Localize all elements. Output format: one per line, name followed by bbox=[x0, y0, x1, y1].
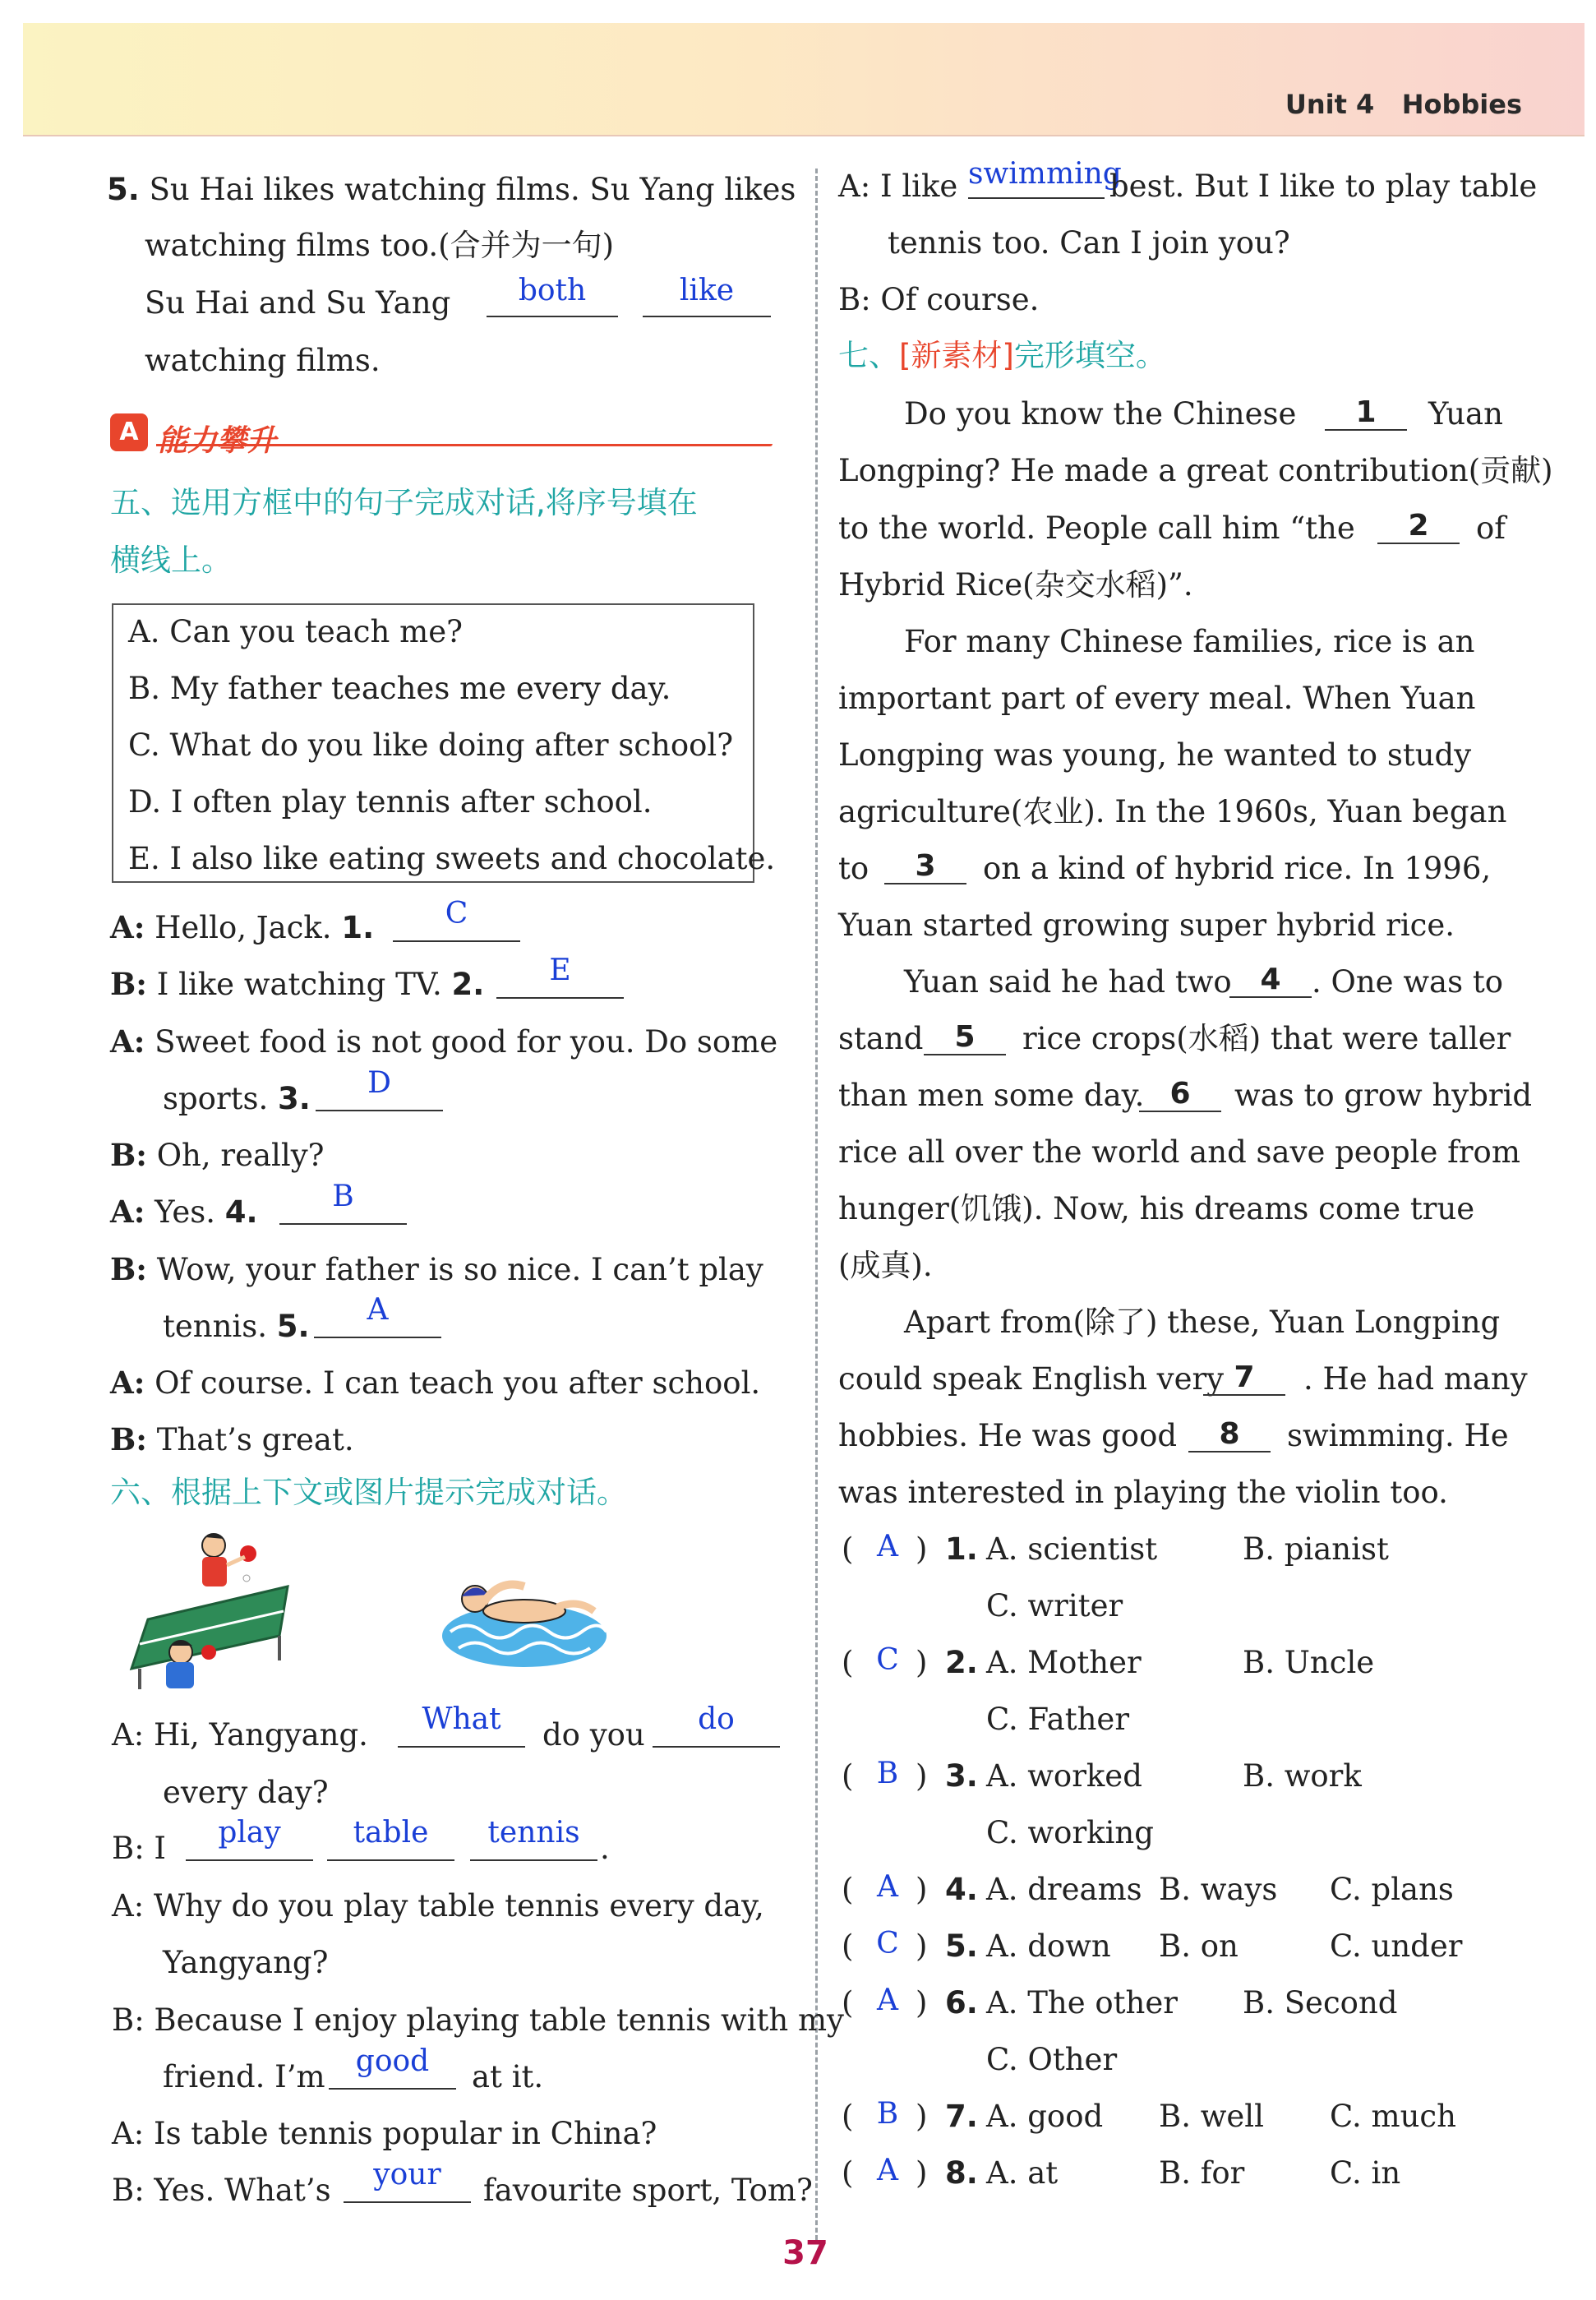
choice-answer[interactable]: A bbox=[877, 1984, 898, 2017]
cloze-num-5: 5 bbox=[954, 1020, 976, 1054]
ability-underline bbox=[156, 444, 773, 446]
paren-close: ) bbox=[916, 1928, 928, 1964]
dialog-answer-1: C bbox=[445, 897, 468, 931]
p1-l4: Hybrid Rice(杂交水稻)”. bbox=[838, 567, 1193, 603]
s6-line8: A: Is table tennis popular in China? bbox=[112, 2116, 657, 2151]
dialog-line-8 bbox=[163, 1311, 310, 1342]
option-a[interactable]: A. at bbox=[986, 2155, 1059, 2191]
q5-text1: Su Hai likes watching films. Su Yang likes bbox=[149, 172, 796, 207]
dialog-text: Sweet food is not good for you. Do some bbox=[155, 1024, 778, 1060]
r-answer-swimming: swimming bbox=[968, 157, 1122, 191]
question-number: 2. bbox=[945, 1645, 978, 1680]
q5-answer-2: like bbox=[679, 274, 735, 307]
option-b[interactable]: B. Uncle bbox=[1243, 1645, 1375, 1680]
p2-l2: important part of every meal. When Yuan bbox=[838, 681, 1476, 716]
dialog-text: Hello, Jack. bbox=[155, 910, 332, 945]
choice-answer[interactable]: A bbox=[877, 1530, 898, 1563]
p3-l2a: stand bbox=[838, 1021, 924, 1056]
question-number: 3. bbox=[945, 1758, 978, 1794]
option-c[interactable]: C. plans bbox=[1330, 1872, 1454, 1907]
choice-answer[interactable]: C bbox=[876, 1927, 899, 1961]
paren-close: ) bbox=[916, 2155, 928, 2191]
option-b[interactable]: B. work bbox=[1243, 1758, 1362, 1794]
option-a[interactable]: A. The other bbox=[986, 1985, 1178, 2021]
p3-l3a: than men some day. bbox=[838, 1078, 1145, 1113]
paren-close: ) bbox=[916, 1531, 928, 1567]
p3-l4: rice all over the world and save people from bbox=[838, 1134, 1520, 1170]
option-a[interactable]: A. scientist bbox=[986, 1531, 1158, 1567]
s6-at-it: at it. bbox=[472, 2059, 544, 2094]
dialog-text: That’s great. bbox=[156, 1422, 354, 1457]
s6-line5: Yangyang? bbox=[163, 1945, 329, 1980]
dialog-text: I like watching TV. bbox=[156, 967, 442, 1002]
dialog-text: Of course. I can teach you after school. bbox=[155, 1365, 761, 1401]
p4-l3b: swimming. He bbox=[1287, 1418, 1509, 1453]
p1-l1a: Do you know the Chinese bbox=[904, 396, 1297, 432]
question-number: 6. bbox=[945, 1985, 978, 2021]
dialog-line-4 bbox=[163, 1083, 311, 1114]
option-a: A. Can you teach me? bbox=[128, 614, 463, 649]
p2-l5b: on a kind of hybrid rice. In 1996, bbox=[983, 851, 1492, 886]
cloze-num-4: 4 bbox=[1260, 963, 1281, 996]
p3-l5: hunger(饥饿). Now, his dreams come true bbox=[838, 1191, 1475, 1226]
p3-l1b: . One was to bbox=[1312, 964, 1503, 1000]
question-number: 4. bbox=[945, 1872, 978, 1907]
s6-line1 bbox=[112, 1717, 368, 1753]
p2-l1: For many Chinese families, rice is an bbox=[904, 624, 1475, 659]
question-number: 1. bbox=[945, 1531, 978, 1567]
option-c[interactable]: C. under bbox=[1330, 1928, 1463, 1964]
s6-line9: B: Yes. What’s bbox=[112, 2173, 331, 2208]
paren-close: ) bbox=[916, 1758, 928, 1794]
p1-l3b: of bbox=[1476, 510, 1506, 546]
s6-answer-table: table bbox=[353, 1816, 429, 1850]
blank-number: 2. bbox=[451, 967, 485, 1002]
dialog-answer-2: E bbox=[549, 954, 571, 987]
r-top-line1b: best. But I like to play table bbox=[1109, 169, 1538, 204]
option-c[interactable]: C. Other bbox=[986, 2042, 1118, 2077]
p2-l5a: to bbox=[838, 851, 869, 886]
choice-answer[interactable]: A bbox=[877, 1870, 898, 1904]
dialog-answer-3: D bbox=[367, 1066, 391, 1100]
s6-answer-do: do bbox=[698, 1702, 735, 1736]
dialog-line-6 bbox=[110, 1194, 258, 1230]
dialog-line-7 bbox=[110, 1251, 763, 1287]
paren-close: ) bbox=[916, 1645, 928, 1680]
dialog-answer-5: A bbox=[367, 1293, 389, 1327]
option-c[interactable]: C. in bbox=[1330, 2155, 1401, 2191]
option-c: C. What do you like doing after school? bbox=[128, 727, 734, 763]
p4-l2b: . He had many bbox=[1303, 1361, 1528, 1397]
dialog-text: Oh, really? bbox=[156, 1138, 325, 1173]
option-c[interactable]: C. working bbox=[986, 1815, 1154, 1850]
cloze-num-3: 3 bbox=[915, 849, 936, 883]
s6-line2: every day? bbox=[163, 1775, 329, 1810]
q5-number: 5. bbox=[107, 172, 140, 207]
ability-icon: A bbox=[110, 413, 148, 451]
speaker: B: bbox=[110, 966, 147, 1002]
p2-l4: agriculture(农业). In the 1960s, Yuan began bbox=[838, 794, 1507, 829]
speaker: A: bbox=[110, 1194, 145, 1230]
p1-l3a: to the world. People call him “the bbox=[838, 510, 1355, 546]
q5-line3: Su Hai and Su Yang bbox=[145, 285, 451, 321]
paren-open: ( bbox=[842, 1985, 854, 2021]
paren-open: ( bbox=[842, 1928, 854, 1964]
option-e: E. I also like eating sweets and chocolate. bbox=[128, 841, 776, 876]
speaker: A: bbox=[110, 1023, 145, 1060]
s6-answer-what: What bbox=[422, 1702, 501, 1736]
s6-line6: B: Because I enjoy playing table tennis with my bbox=[112, 2002, 844, 2038]
speaker: B: bbox=[110, 1251, 147, 1287]
choice-answer[interactable]: C bbox=[876, 1643, 899, 1677]
s6-line7: friend. I’m bbox=[163, 2059, 325, 2094]
swimming-image bbox=[434, 1554, 615, 1677]
p1-l1b: Yuan bbox=[1428, 396, 1503, 432]
unit-title: Unit 4 Hobbies bbox=[1285, 89, 1522, 120]
new-material-tag: [新素材] bbox=[899, 338, 1014, 373]
q5-answer-1: both bbox=[518, 274, 587, 307]
s6-period: . bbox=[600, 1831, 610, 1866]
blank-number: 3. bbox=[278, 1081, 311, 1116]
cloze-num-2: 2 bbox=[1408, 509, 1429, 543]
paren-open: ( bbox=[842, 2099, 854, 2134]
ability-title: 能力攀升 bbox=[158, 424, 277, 458]
cloze-num-8: 8 bbox=[1219, 1417, 1240, 1451]
s6-answer-your: your bbox=[373, 2158, 441, 2191]
p2-l3: Longping was young, he wanted to study bbox=[838, 737, 1472, 773]
option-c[interactable]: C. Father bbox=[986, 1702, 1130, 1737]
dialog-answer-4: B bbox=[332, 1180, 354, 1213]
p3-l3b: was to grow hybrid bbox=[1234, 1078, 1533, 1113]
option-a[interactable]: A. worked bbox=[986, 1758, 1142, 1794]
question-number: 8. bbox=[945, 2155, 978, 2191]
p3-l2b: rice crops(水稻) that were taller bbox=[1022, 1021, 1511, 1056]
option-b[interactable]: B. well bbox=[1159, 2099, 1264, 2134]
blank-number: 5. bbox=[276, 1309, 310, 1344]
question-number: 7. bbox=[945, 2099, 978, 2134]
dialog-text: Yes. bbox=[155, 1194, 215, 1230]
option-b[interactable]: B. ways bbox=[1159, 1872, 1278, 1907]
option-a[interactable]: A. down bbox=[986, 1928, 1111, 1964]
page-number: 37 bbox=[782, 2234, 828, 2272]
dialog-line-3 bbox=[110, 1023, 778, 1060]
paren-open: ( bbox=[842, 1645, 854, 1680]
p2-l6: Yuan started growing super hybrid rice. bbox=[838, 908, 1455, 943]
choice-answer[interactable]: B bbox=[876, 2097, 899, 2131]
r-top-line1a: A: I like bbox=[838, 169, 958, 204]
paren-open: ( bbox=[842, 1531, 854, 1567]
section7-prefix: 七、 bbox=[838, 338, 899, 373]
s6-text: A: Hi, Yangyang. bbox=[112, 1717, 368, 1753]
paren-open: ( bbox=[842, 1872, 854, 1907]
question-number: 5. bbox=[945, 1928, 978, 1964]
option-a[interactable]: A. Mother bbox=[986, 1645, 1142, 1680]
s6-text-doyou: do you bbox=[542, 1717, 645, 1753]
p4-l1: Apart from(除了) these, Yuan Longping bbox=[904, 1305, 1501, 1340]
option-b: B. My father teaches me every day. bbox=[128, 671, 671, 706]
cloze-num-6: 6 bbox=[1169, 1077, 1191, 1111]
q5-line1 bbox=[107, 174, 796, 205]
dialog-line-10 bbox=[110, 1421, 354, 1457]
speaker: A: bbox=[110, 1365, 145, 1401]
paren-close: ) bbox=[916, 1985, 928, 2021]
dialog-text: tennis. bbox=[163, 1309, 268, 1344]
blank-number: 4. bbox=[224, 1194, 258, 1230]
p3-l6: (成真). bbox=[838, 1248, 933, 1283]
speaker: A: bbox=[110, 909, 145, 945]
section7-title bbox=[838, 340, 1166, 371]
dialog-line-2 bbox=[110, 966, 485, 1002]
cloze-num-1: 1 bbox=[1355, 395, 1377, 429]
section5-title-2: 横线上。 bbox=[110, 543, 232, 578]
paren-open: ( bbox=[842, 2155, 854, 2191]
column-divider bbox=[815, 169, 818, 2240]
option-b[interactable]: B. Second bbox=[1243, 1985, 1398, 2021]
p1-l2: Longping? He made a great contribution(贡献) bbox=[838, 453, 1553, 488]
dialog-text: sports. bbox=[163, 1081, 269, 1116]
speaker: B: bbox=[110, 1421, 147, 1457]
s6-line4: A: Why do you play table tennis every day, bbox=[112, 1888, 764, 1924]
p4-l2a: could speak English very bbox=[838, 1361, 1225, 1397]
cloze-num-7: 7 bbox=[1234, 1360, 1255, 1394]
s6-favourite: favourite sport, Tom? bbox=[483, 2173, 813, 2208]
option-b[interactable]: B. for bbox=[1159, 2155, 1245, 2191]
dialog-text: Wow, your father is so nice. I can’t play bbox=[156, 1252, 763, 1287]
dialog-line-9 bbox=[110, 1365, 761, 1401]
option-c[interactable]: C. writer bbox=[986, 1588, 1123, 1623]
option-b[interactable]: B. on bbox=[1159, 1928, 1239, 1964]
q5-line4: watching films. bbox=[145, 343, 381, 378]
q5-line2: watching films too.(合并为一句) bbox=[145, 228, 615, 263]
s6-line3: B: I bbox=[112, 1831, 167, 1866]
r-top-line2: tennis too. Can I join you? bbox=[888, 225, 1290, 261]
option-a[interactable]: A. dreams bbox=[986, 1872, 1142, 1907]
option-b[interactable]: B. pianist bbox=[1243, 1531, 1389, 1567]
paren-close: ) bbox=[916, 2099, 928, 2134]
table-tennis-image bbox=[123, 1529, 296, 1693]
s6-answer-good: good bbox=[355, 2044, 430, 2078]
option-d: D. I often play tennis after school. bbox=[128, 784, 653, 820]
paren-close: ) bbox=[916, 1872, 928, 1907]
dialog-line-1 bbox=[110, 909, 375, 945]
choice-answer[interactable]: A bbox=[877, 2154, 898, 2187]
p4-l4: was interested in playing the violin too. bbox=[838, 1475, 1448, 1510]
section7-suffix: 完形填空。 bbox=[1013, 338, 1166, 373]
s6-answer-tennis: tennis bbox=[487, 1816, 580, 1850]
p3-l1a: Yuan said he had two bbox=[904, 964, 1232, 1000]
s6-answer-play: play bbox=[218, 1816, 281, 1850]
option-a[interactable]: A. good bbox=[986, 2099, 1104, 2134]
paren-open: ( bbox=[842, 1758, 854, 1794]
p4-l3a: hobbies. He was good bbox=[838, 1418, 1178, 1453]
dialog-line-5 bbox=[110, 1137, 325, 1173]
section6-title: 六、根据上下文或图片提示完成对话。 bbox=[110, 1475, 627, 1510]
option-c[interactable]: C. much bbox=[1330, 2099, 1456, 2134]
blank-number: 1. bbox=[341, 910, 375, 945]
choice-answer[interactable]: B bbox=[876, 1757, 899, 1790]
r-top-line3: B: Of course. bbox=[838, 282, 1040, 317]
section5-title-1: 五、选用方框中的句子完成对话,将序号填在 bbox=[110, 485, 698, 520]
speaker: B: bbox=[110, 1137, 147, 1173]
